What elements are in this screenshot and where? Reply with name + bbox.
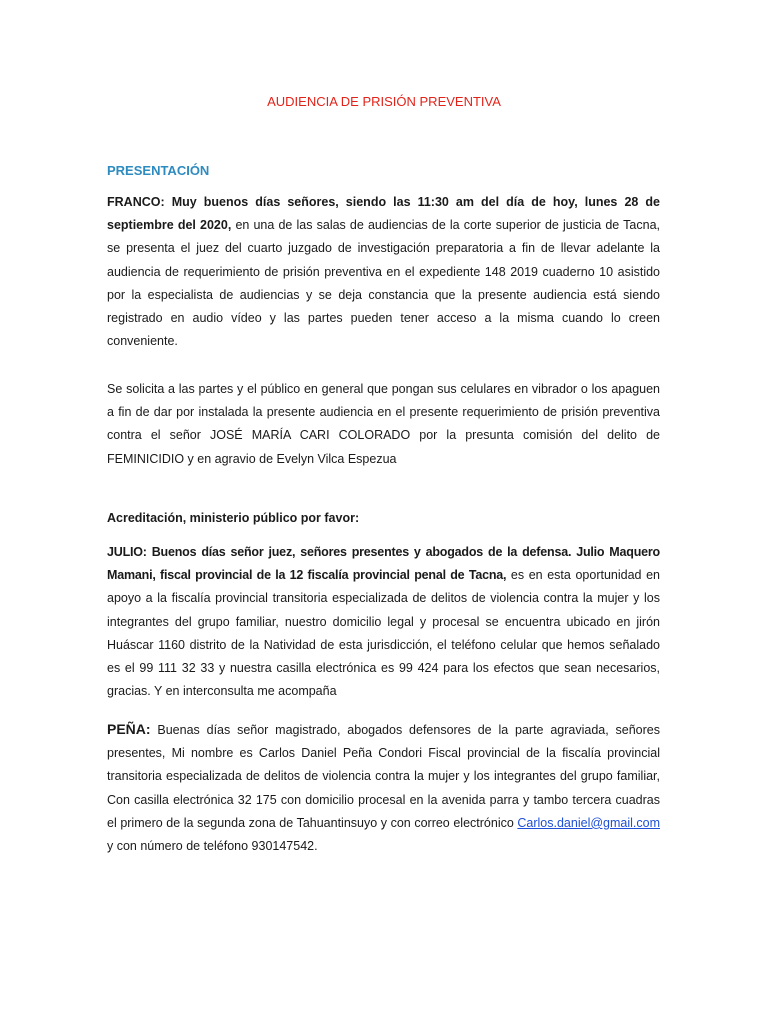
paragraph-text: Se solicita a las partes y el público en general que pongan sus celulares en vibrador o los apaguen a fin de dar por instalada la presente audiencia en el presente requerimiento de prisión preventiva contra el señor JOSÉ MARÍA CARI COLORADO por la presunta comisión del delito de FEMINICIDIO y en agravio de Evelyn Vilca Espezua [107,382,660,466]
speaker-name: FRANCO: [107,195,165,209]
bold-intro: Buenos días señor juez, señores presentes y abogados de la defensa. Julio Maquero Mamani, fiscal provincial de la 12 fiscalía provincial penal de Tacna, [107,545,660,583]
paragraph-text: es en esta oportunidad en apoyo a la fiscalía provincial transitoria especializada de delitos de violencia contra la mujer y los integrantes del grupo familiar, nuestro domicilio legal y procesal se encuentra ubicado en jirón Huáscar 1160 distrito de la Natividad de esta jurisdicción, el teléfono celular que hemos señalado es el 99 111 32 33 y nuestra casilla electrónica es 99 424 para los efectos que sean necesarios, gracias. Y en interconsulta me acompaña [107,568,660,699]
bold-intro: Muy buenos días señores, siendo las 11:30 am del día de hoy, lunes 28 de septiembre del 2020, [107,195,660,233]
section-heading: PRESENTACIÓN [107,163,210,178]
paragraph-text-end: y con número de teléfono 930147542. [107,839,318,854]
document-title: AUDIENCIA DE PRISIÓN PREVENTIVA [267,94,501,109]
paragraph-julio [107,541,660,703]
email-link[interactable]: Carlos.daniel@gmail.com [517,815,660,830]
paragraph-franco [107,191,660,353]
bold-intro: Acreditación, ministerio público por favor: [107,511,360,525]
paragraph-accreditation [107,507,660,530]
paragraph-text: en una de las salas de audiencias de la corte superior de justicia de Tacna, se presenta el juez del cuarto juzgado de investigación preparatoria a fin de llevar adelante la audiencia de requerimiento de prisión preventiva en el expediente 148 2019 cuaderno 10 asistido por la especialista de audiencias y se deja constancia que la presente audiencia está siendo registrado en audio vídeo y las partes pueden tener acceso a la misma cuando lo creen conveniente. [107,218,660,349]
paragraph-text: Buenas días señor magistrado, abogados defensores de la parte agraviada, señores presentes, Mi nombre es Carlos Daniel Peña Condori Fiscal provincial de la fiscalía provincial transitoria especializada de delitos de violencia contra la mujer y los integrantes del grupo familiar, Con casilla electrónica 32 175 con domicilio procesal en la avenida parra y tambo tercera cuadras el primero de la segunda zona de Tahuantinsuyo y con correo electrónico [107,723,660,830]
paragraph-instructions [107,378,660,471]
speaker-name: JULIO: [107,545,147,559]
speaker-name: PEÑA: [107,721,151,737]
paragraph-pena [107,718,660,858]
